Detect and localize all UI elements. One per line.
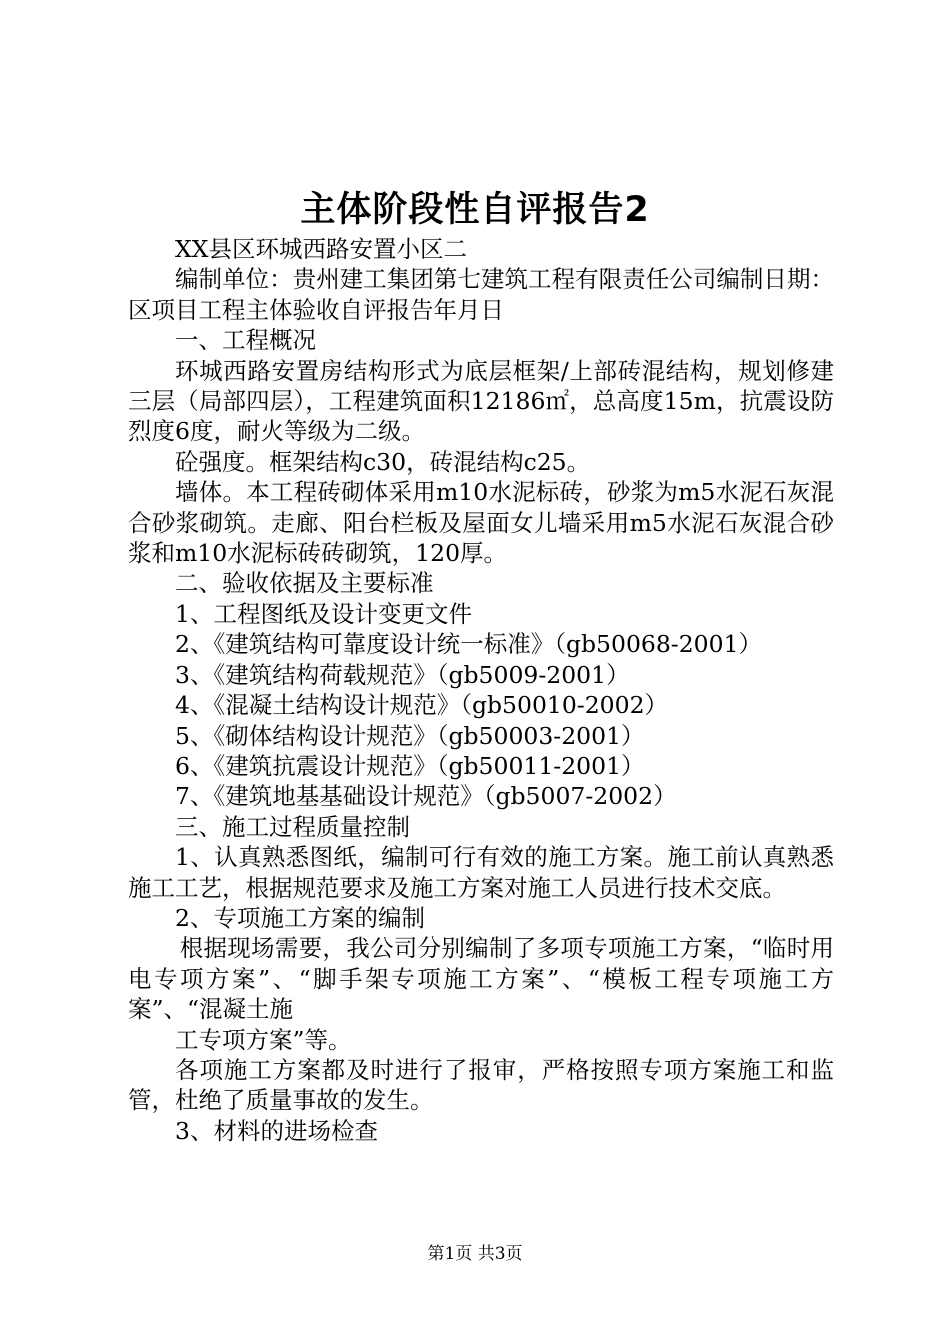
list-item-basis-1: 1、工程图纸及设计变更文件 (175, 599, 472, 628)
heading-basis: 二、验收依据及主要标准 (175, 569, 434, 598)
paragraph-compiler: 编制单位：贵州建工集团第七建筑工程有限责任公司编制日期：区项目工程主体验收自评报告年月日 (128, 265, 834, 324)
paragraph-wall: 墙体。本工程砖砌体采用m10水泥标砖，砂浆为m5水泥石灰混合砂浆砌筑。走廊、阳台栏板及屋面女儿墙采用m5水泥石灰混合砂浆和m10水泥标砖砖砌筑，120厚。 (128, 478, 834, 568)
paragraph-quality-2-heading: 2、专项施工方案的编制 (175, 903, 425, 932)
paragraph-quality-3-heading: 3、材料的进场检查 (175, 1116, 378, 1145)
list-item-basis-4: 4、《混凝土结构设计规范》（gb50010-2002） (175, 691, 669, 720)
document-title: 主体阶段性自评报告2 (300, 190, 650, 230)
page-number: 第1页 共3页 (427, 1244, 523, 1264)
list-item-basis-5: 5、《砌体结构设计规范》（gb50003-2001） (175, 721, 645, 750)
document-body (128, 234, 834, 1146)
paragraph-quality-1: 1、认真熟悉图纸，编制可行有效的施工方案。施工前认真熟悉施工工艺，根据规范要求及施工方案对施工人员进行技术交底。 (128, 843, 834, 902)
heading-overview: 一、工程概况 (175, 326, 316, 355)
paragraph-concrete-strength: 砼强度。框架结构c30，砖混结构c25。 (175, 447, 591, 476)
list-item-basis-7: 7、《建筑地基基础设计规范》（gb5007-2002） (175, 782, 677, 811)
list-item-basis-3: 3、《建筑结构荷载规范》（gb5009-2001） (175, 660, 630, 689)
list-item-basis-2: 2、《建筑结构可靠度设计统一标准》（gb50068-2001） (175, 630, 763, 659)
list-item-basis-6: 6、《建筑抗震设计规范》（gb50011-2001） (175, 751, 645, 780)
paragraph-overview: 环城西路安置房结构形式为底层框架/上部砖混结构，规划修建三层（局部四层），工程建筑面积12186㎡，总高度15m，抗震设防烈度6度，耐火等级为二级。 (128, 356, 834, 446)
paragraph-special-plans: 根据现场需要，我公司分别编制了多项专项施工方案，“临时用电专项方案”、“脚手架专项施工方案”、“模板工程专项施工方案”、“混凝土施 (128, 934, 834, 1024)
paragraph-special-plans-cont: 工专项方案”等。 (175, 1025, 352, 1054)
paragraph-project-name: XX县区环城西路安置小区二 (175, 235, 467, 263)
heading-quality-control: 三、施工过程质量控制 (175, 812, 410, 841)
paragraph-review: 各项施工方案都及时进行了报审，严格按照专项方案施工和监管，杜绝了质量事故的发生。 (128, 1055, 834, 1115)
